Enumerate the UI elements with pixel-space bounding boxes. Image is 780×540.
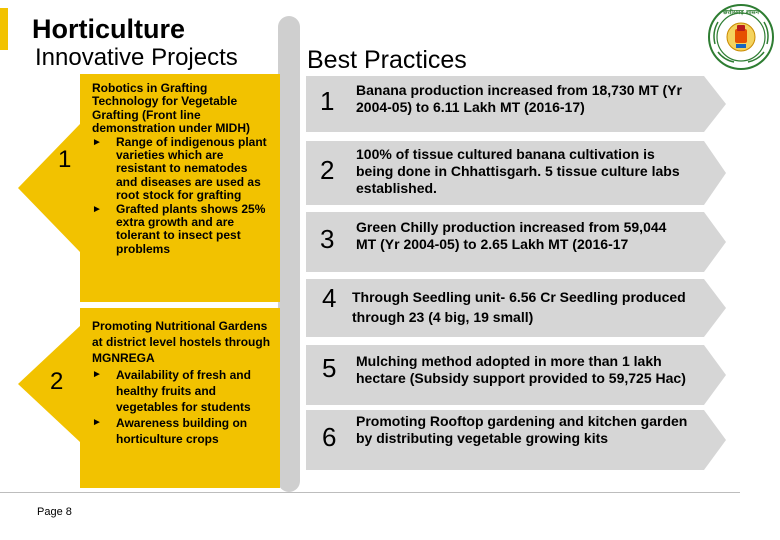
page-number: Page 8 [37, 506, 72, 518]
project-number-1: 1 [58, 146, 72, 173]
project-1-intro: Robotics in Grafting Technology for Vegetable Grafting (Front line demonstration under MIDH) [92, 81, 250, 136]
project-2-text [92, 318, 272, 448]
project-1-bullet-2 [92, 203, 272, 257]
practice-item-1 [306, 76, 726, 132]
project-1-text [92, 82, 272, 256]
practice-number-6: 6 [322, 422, 337, 452]
practice-number-2: 2 [320, 155, 335, 185]
project-2-bullet-1-text: Availability of fresh and healthy fruits and vegetables for students [116, 367, 251, 415]
government-emblem-icon [706, 2, 776, 72]
footer-divider [0, 492, 740, 493]
practice-text-6: Promoting Rooftop gardening and kitchen garden by distributing vegetable growing kits [356, 413, 688, 446]
project-1-bullet-2-text: Grafted plants shows 25% extra growth and are tolerant to insect pest problems [116, 201, 266, 256]
arrow-bullet-icon: ► [92, 203, 102, 215]
page-title: Horticulture [32, 14, 186, 44]
practice-number-4: 4 [322, 283, 337, 313]
arrow-bullet-icon: ► [92, 368, 102, 380]
project-2-bullet-1 [92, 367, 272, 416]
project-number-2: 2 [50, 368, 64, 395]
project-2-bullets [92, 367, 272, 448]
project-2-bullet-2-text: Awareness building on horticulture crops [116, 416, 248, 447]
practice-text-4: Through Seedling unit- 6.56 Cr Seedling produced through 23 (4 big, 19 small) [352, 289, 686, 325]
seal-text: छत्तीसगढ़ शासन [723, 9, 759, 16]
project-2-bullet-2 [92, 415, 272, 447]
practice-item-5 [306, 345, 726, 405]
project-1-bullet-1 [92, 136, 272, 203]
practice-text-1: Banana production increased from 18,730 MT (Yr 2004-05) to 6.11 Lakh MT (2016-17) [356, 82, 682, 115]
project-card-2 [8, 308, 280, 488]
page-subtitle: Innovative Projects [35, 44, 238, 71]
practice-item-2 [306, 141, 726, 205]
title-accent-bar [0, 8, 8, 50]
practice-text-2: 100% of tissue cultured banana cultivation is being done in Chhattisgarh. 5 tissue culture labs established. [356, 146, 680, 196]
project-1-bullets [92, 136, 272, 257]
practice-text-3: Green Chilly production increased from 59,044 MT (Yr 2004-05) to 2.65 Lakh MT (2016-17 [356, 219, 667, 252]
practice-number-3: 3 [320, 224, 335, 254]
practice-item-3 [306, 212, 726, 272]
arrow-bullet-icon: ► [92, 136, 102, 148]
project-2-intro: Promoting Nutritional Gardens at district level hostels through MGNREGA [92, 319, 271, 366]
project-1-bullet-1-text: Range of indigenous plant varieties which are resistant to nematodes and diseases are used as root stock for grafting [116, 134, 267, 203]
practice-number-5: 5 [322, 353, 337, 383]
arrow-bullet-icon: ► [92, 417, 102, 429]
best-practices-heading: Best Practices [307, 46, 467, 74]
section-divider [278, 16, 300, 492]
practice-item-6 [306, 410, 726, 470]
practice-text-5: Mulching method adopted in more than 1 lakh hectare (Subsidy support provided to 59,725 Hac) [356, 353, 686, 386]
project-card-1 [8, 74, 280, 302]
practice-item-4 [306, 279, 726, 337]
practice-number-1: 1 [320, 86, 335, 116]
